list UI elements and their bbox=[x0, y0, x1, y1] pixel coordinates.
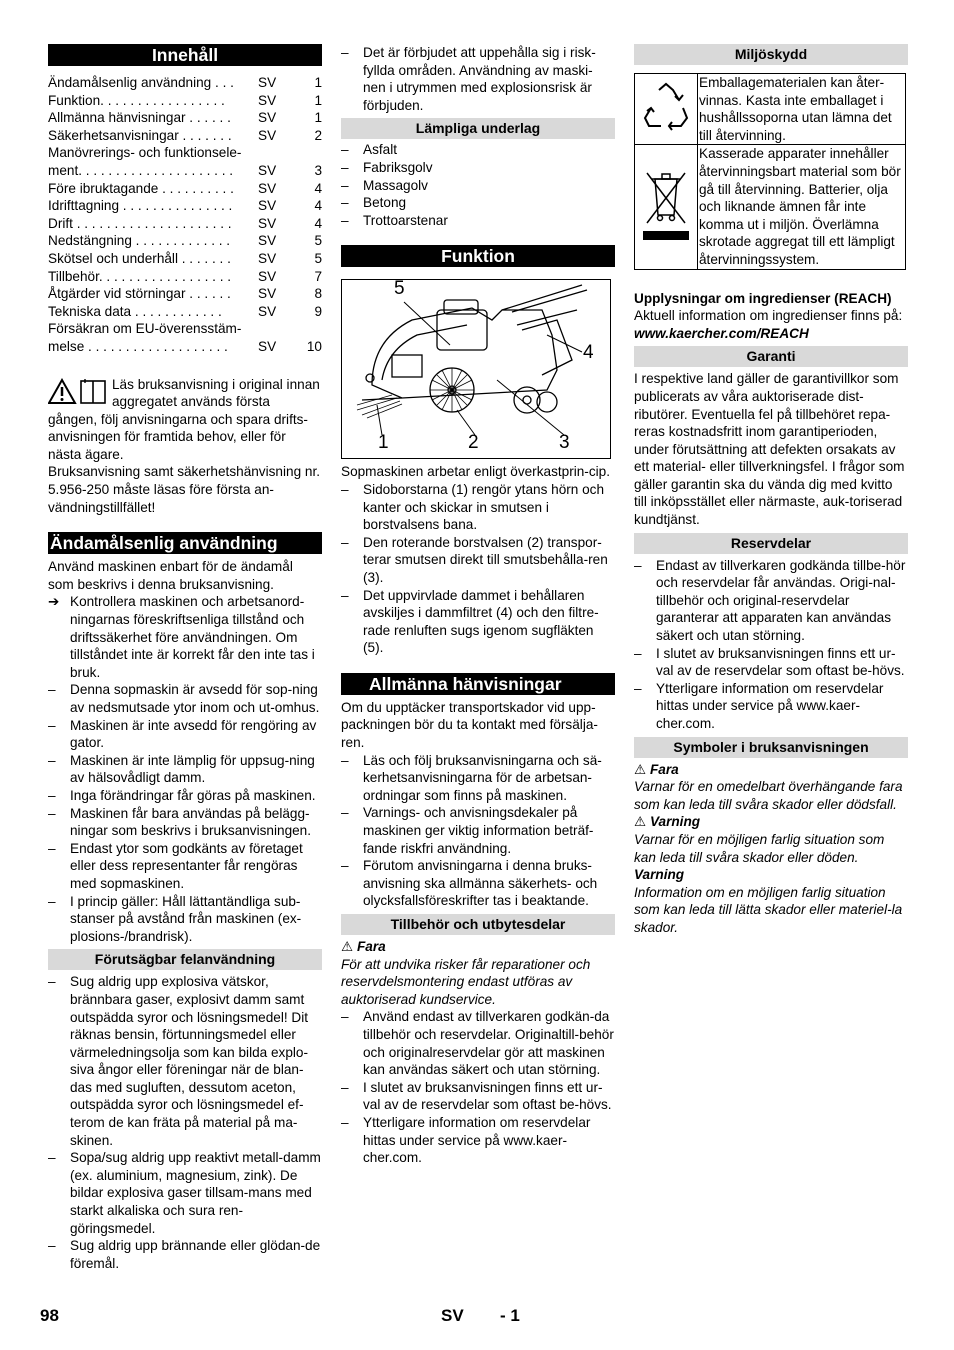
language-code: SV bbox=[441, 1306, 464, 1325]
read-notice: Läs bruksanvisning i original innan aggregatet används första gången, följ anvisningarna och spara drifts-anvisningen för framtida behov, eller för nästa ägare. Bruksanvisning samt säkerhetshänvisning nr. 5.956-250 måste läsas före första an-vändningstillfället! bbox=[48, 376, 321, 515]
danger-note: ⚠ Fara bbox=[341, 939, 386, 954]
general-list bbox=[341, 752, 615, 910]
toc-entry-title: Allmänna hänvisningar . . . . . . bbox=[48, 110, 231, 126]
hazard-list bbox=[341, 44, 615, 114]
reach-link[interactable]: www.kaercher.com/REACH bbox=[634, 325, 809, 341]
list-item: – I slutet av bruksanvisningen finns ett ur-val av de reservdelar som oftast be-hövs. bbox=[341, 1079, 615, 1114]
toc-entry-title: Ändamålsenlig användning . . . bbox=[48, 75, 234, 90]
accessories-list bbox=[341, 1008, 615, 1166]
toc-entry[interactable] bbox=[48, 197, 322, 215]
list-item: – Ytterligare information om reservdelar hittas under service på www.kaer-cher.com. bbox=[634, 680, 908, 733]
toc-entry[interactable] bbox=[48, 127, 322, 145]
list-item: – Läs och följ bruksanvisningarna och sä-kerhetsanvisningarna för de arbetsan-ordningar som finns på maskinen. bbox=[341, 752, 615, 805]
toc-entry-title: Tillbehör. . . . . . . . . . . . . . . . . . bbox=[48, 268, 232, 284]
toc-entry-title: Säkerhetsanvisningar . . . . . . . bbox=[48, 127, 232, 143]
list-item: – Massagolv bbox=[341, 177, 615, 195]
toc-entry-lang: SV bbox=[258, 268, 277, 284]
misuse-list bbox=[48, 973, 322, 1272]
toc-entry-title: Funktion. . . . . . . . . . . . . . . . . bbox=[48, 92, 225, 108]
toc-entry-title: Tekniska data . . . . . . . . . . . . bbox=[48, 303, 222, 319]
toc-entry-lang: SV bbox=[258, 250, 277, 266]
toc-entry-lang: SV bbox=[258, 198, 277, 214]
general-heading: Allmänna hänvisningar bbox=[341, 673, 615, 695]
toc-entry[interactable] bbox=[48, 285, 322, 303]
toc-entry-page: 5 bbox=[314, 250, 322, 266]
environment-heading: Miljöskydd bbox=[634, 44, 908, 65]
section-page: - 1 bbox=[500, 1306, 520, 1325]
toc-entry-page: 2 bbox=[314, 127, 322, 143]
list-item: – Sidoborstarna (1) rengör ytans hörn och kanter och skickar in smutsen i borstvalsens bana. bbox=[341, 481, 615, 534]
toc-entry-page bbox=[298, 320, 322, 338]
list-item: – Sug aldrig upp explosiva vätskor, brännbara gaser, explosivt damm samt outspädda syror och lösningsmedel! Dit räknas bensin, förtunningsmedel eller värmeledningsolja som kan bilda explo-siva ångor eller föreningar när de blan-das med sugluften, dessutom aceton, outspädda syror och lösningsmedel ef-terom de kan fräta på material på ma-skinen. bbox=[48, 973, 322, 1149]
toc-entry-lang: SV bbox=[258, 286, 277, 302]
label-2: 2 bbox=[468, 432, 479, 454]
toc-entry-title: melse . . . . . . . . . . . . . . . . . . . bbox=[48, 338, 228, 354]
reach-heading: Upplysningar om ingredienser (REACH) bbox=[634, 290, 892, 306]
toc-entry-title: Skötsel och underhåll . . . . . . . bbox=[48, 250, 231, 266]
surfaces-heading: Lämpliga underlag bbox=[341, 118, 615, 139]
list-item: – Använd endast av tillverkaren godkän-da tillbehör och reservdelar. Originaltill-behör och originalreservdelar gör att maskinen kan användas säkert och utan störning. bbox=[341, 1008, 615, 1078]
warning-book-icon bbox=[48, 378, 108, 406]
list-item: – Sopa/sug aldrig upp reaktivt metall-damm (ex. aluminium, magnesium, zink). De bildar explosiva gaser tillsam-mans med starkt alkaliska och sura ren-göringsmedel. bbox=[48, 1149, 322, 1237]
warranty-heading: Garanti bbox=[634, 346, 908, 367]
toc-entry-title: ment. . . . . . . . . . . . . . . . . . . . . bbox=[48, 162, 234, 178]
recycle-icon bbox=[639, 80, 693, 134]
list-item: – Denna sopmaskin är avsedd för sop-ning av nedsmutsade ytor inom och ut-omhus. bbox=[48, 681, 322, 716]
toc-entry-lang: SV bbox=[258, 75, 277, 90]
toc-entry[interactable] bbox=[48, 338, 322, 356]
toc-entry[interactable] bbox=[48, 180, 322, 198]
list-item: – I princip gäller: Håll lättantändliga sub-stanser på avstånd från maskinen (ex-plosions-/brandrisk). bbox=[48, 893, 322, 946]
toc-entry-lang bbox=[254, 144, 298, 162]
toc-entry[interactable] bbox=[48, 268, 322, 286]
function-list bbox=[341, 481, 615, 657]
accessories-heading: Tillbehör och utbytesdelar bbox=[341, 914, 615, 935]
toc-entry-page: 4 bbox=[314, 215, 322, 231]
toc-entry-page: 3 bbox=[314, 162, 322, 178]
toc-entry[interactable] bbox=[48, 74, 322, 92]
label-4: 4 bbox=[583, 342, 594, 364]
list-item: – Trottoarstenar bbox=[341, 212, 615, 230]
label-1: 1 bbox=[378, 432, 389, 454]
toc-entry-lang: SV bbox=[258, 110, 277, 126]
toc-entry-page: 8 bbox=[314, 286, 322, 302]
misuse-heading: Förutsägbar felanvändning bbox=[48, 949, 322, 970]
list-item: – Varnings- och anvisningsdekaler på maskinen ger viktig information beträf-fande riskfri användning. bbox=[341, 804, 615, 857]
toc-entry-lang: SV bbox=[258, 127, 277, 143]
toc-entry-page: 1 bbox=[314, 110, 322, 126]
toc-entry[interactable] bbox=[48, 250, 322, 268]
list-item: – Maskinen får bara användas på belägg-ningar som beskrivs i bruksanvisningen. bbox=[48, 805, 322, 840]
toc-entry-page: 7 bbox=[314, 268, 322, 284]
surfaces-list bbox=[341, 141, 615, 229]
label-3: 3 bbox=[559, 432, 570, 454]
toc-entry-lang: SV bbox=[258, 215, 277, 231]
toc-entry[interactable] bbox=[48, 109, 322, 127]
spares-heading: Reservdelar bbox=[634, 533, 908, 554]
toc-entry[interactable] bbox=[48, 303, 322, 321]
toc-entry-lang: SV bbox=[258, 338, 277, 354]
toc-entry-title: Försäkran om EU-överensstäm- bbox=[48, 321, 242, 337]
page-number: 98 bbox=[40, 1306, 59, 1325]
toc-entry[interactable] bbox=[48, 144, 322, 162]
toc-entry-title: Drift . . . . . . . . . . . . . . . . . . . . . bbox=[48, 215, 232, 231]
list-item: – Det uppvirvlade dammet i behållaren avskiljes i dammfiltret (4) och den filtre-rade renluften sugs igenom sugfläkten (5). bbox=[341, 587, 615, 657]
toc-entry-page: 5 bbox=[314, 233, 322, 249]
toc-entry-lang: SV bbox=[258, 180, 277, 196]
toc-entry[interactable] bbox=[48, 92, 322, 110]
warning-icon: ⚠ bbox=[341, 939, 354, 954]
toc-entry-page: 1 bbox=[314, 92, 322, 108]
toc-entry[interactable] bbox=[48, 232, 322, 250]
toc-entry-lang: SV bbox=[258, 303, 277, 319]
toc-entry-title: Före ibruktagande . . . . . . . . . . bbox=[48, 180, 234, 196]
toc-entry-title: Åtgärder vid störningar . . . . . . bbox=[48, 286, 231, 302]
arrow-right-icon: ➔ bbox=[48, 594, 60, 610]
warning-icon: ⚠ bbox=[634, 761, 647, 777]
toc-entry-lang: SV bbox=[258, 92, 277, 108]
list-item: – Sug aldrig upp brännande eller glödan-de föremål. bbox=[48, 1237, 322, 1272]
toc-entry-page: 9 bbox=[314, 303, 322, 319]
intended-use-heading: Ändamålsenlig användning bbox=[48, 532, 322, 554]
column-2: – Det är förbjudet att uppehålla sig i risk-fyllda områden. Användning av maski-nen i utrymmen med explosionsrisk är förbjuden. Lämpliga underlag – Asfalt – Fabriksgolv – Massagolv – Betong – Trottoarstenar Funktion 5 4 1 2 3 Sopmaskinen arbetar enligt överkastprin-cip. – Sidoborstarna (1) rengör ytans hörn och kanter och skickar in smutsen i borstvalsens bana. – Den roterande borstvalsen (2) transpor-terar smutsen direkt till smutsbehålla-ren (3). – Det uppvirvlade dammet i behållaren avskiljes i dammfiltret (4) och den filtre-rade renluften sugs igenom sugfläkten (5). Allmänna hänvisningar Om du upptäcker transportskador vid upp-packningen bör du ta kontakt med försälja-ren. – Läs och följ bruksanvisningarna och sä-kerhetsanvisningarna för de arbetsan-ordningar som finns på maskinen. – Varnings- och anvisningsdekaler på maskinen ger viktig information beträf-fande riskfri användning. – Förutom anvisningarna i denna bruks-anvisning ska allmänna säkerhets- och olycksfallsföreskrifter tas i beaktande. Tillbehör och utbytesdelar ⚠ Fara För att undvika risker får reparationer och reservdelsmontering endast utföras av auktoriserad kundservice. – Använd endast av tillverkaren godkän-da tillbehör och reservdelar. Originaltill-behör och originalreservdelar gör att maskinen kan användas säkert och utan störning. – I slutet av bruksanvisningen finns ett ur-val av de reservdelar som oftast be-hövs. – Ytterligare information om reservdelar hittas under service på www.kaer-cher.com. bbox=[341, 44, 615, 1167]
table-of-contents bbox=[48, 74, 322, 356]
toc-entry-lang: SV bbox=[258, 233, 277, 249]
list-item: – Maskinen är inte avsedd för rengöring av gator. bbox=[48, 717, 322, 752]
toc-entry-lang: SV bbox=[258, 162, 277, 178]
toc-entry-page: 10 bbox=[306, 338, 322, 354]
toc-heading: Innehåll bbox=[48, 44, 322, 66]
list-item: – Endast av tillverkaren godkända tillbe-hör och reservdelar får användas. Origi-nal-tillbehör och original-reservdelar garanterar att apparaten kan användas säkert och utan störning. bbox=[634, 557, 908, 645]
list-item: – Betong bbox=[341, 194, 615, 212]
toc-entry-title: Nedstängning . . . . . . . . . . . . . bbox=[48, 233, 231, 249]
toc-entry[interactable] bbox=[48, 162, 322, 180]
table-row: Emballagematerialen kan åter-vinnas. Kasta inte emballaget i hushållssoporna utan lämna det till återvinning. bbox=[635, 74, 906, 145]
function-heading: Funktion bbox=[341, 245, 615, 267]
list-item: – Asfalt bbox=[341, 141, 615, 159]
machine-figure bbox=[341, 279, 611, 459]
list-item: – Förutom anvisningarna i denna bruks-anvisning ska allmänna säkerhets- och olycksfallsföreskrifter tas i beaktande. bbox=[341, 857, 615, 910]
list-item: – Inga förändringar får göras på maskinen. bbox=[48, 787, 322, 805]
toc-entry-page: 1 bbox=[314, 75, 322, 90]
toc-entry-page: 4 bbox=[314, 198, 322, 214]
toc-entry-page bbox=[298, 144, 322, 162]
list-item: – Det är förbjudet att uppehålla sig i risk-fyllda områden. Användning av maski-nen i utrymmen med explosionsrisk är förbjuden. bbox=[341, 44, 615, 114]
intended-arrow-item: ➔ Kontrollera maskinen och arbetsanord-ningarnas föreskriftsenliga tillstånd och driftssäkerhet före användningen. Om tillståndet inte är korrekt får den inte tas i bruk. bbox=[48, 594, 315, 680]
list-item: – Fabriksgolv bbox=[341, 159, 615, 177]
spares-list bbox=[634, 557, 908, 733]
list-item: – Ytterligare information om reservdelar hittas under service på www.kaer-cher.com. bbox=[341, 1114, 615, 1167]
symbols-heading: Symboler i bruksanvisningen bbox=[634, 737, 908, 758]
list-item: – Endast ytor som godkänts av företaget eller dess representanter får rengöras med sopmaskinen. bbox=[48, 840, 322, 893]
warning-icon: ⚠ bbox=[634, 814, 647, 830]
toc-entry[interactable] bbox=[48, 320, 322, 338]
toc-entry[interactable] bbox=[48, 215, 322, 233]
toc-entry-page: 4 bbox=[314, 180, 322, 196]
column-1: Innehåll Ändamålsenlig användning . . . SV 1 Funktion. . . . . . . . . . . . . . . . . SV 1 Allmänna hänvisningar . . . . . . SV 1 Säkerhetsanvisningar . . . . . . . SV 2 Manövrerings- och funktionsele- ment. . . . . . . . . . . . . . . . . . . . . SV 3 Före ibruktagande . . . . . . . . . . SV 4 Idrifttagning . . . . . . . . . . . . . . . SV 4 Drift . . . . . . . . . . . . . . . . . . . . . SV 4 Nedstängning . . . . . . . . . . . . . SV 5 Skötsel och underhåll . . . . . . . SV 5 Tillbehör. . . . . . . . . . . . . . . . . . SV 7 Åtgärder vid störningar . . . . . . SV 8 Tekniska data . . . . . . . . . . . . SV 9 Försäkran om EU-överensstäm- melse . . . . . . . . . . . . . . . . . . . SV 10 Läs bruksanvisning i original innan aggregatet används första gången, följ anvisningarna och spara drifts-anvisningen för framtida behov, eller för nästa ägare. Bruksanvisning samt säkerhetshänvisning nr. 5.956-250 måste läsas före första an-vändningstillfället! Ändamålsenlig användning Använd maskinen enbart för de ändamål som beskrivs i denna bruksanvisning. ➔ Kontrollera maskinen och arbetsanord-ningarnas föreskriftsenliga tillstånd och driftssäkerhet före användningen. Om tillståndet inte är korrekt får den inte tas i bruk. – Denna sopmaskin är avsedd för sop-ning av nedsmutsade ytor inom och ut-omhus. – Maskinen är inte avsedd för rengöring av gator. – Maskinen är inte lämplig för uppsug-ning av hälsovådligt damm. – Inga förändringar får göras på maskinen. – Maskinen får bara användas på belägg-ningar som beskrivs i bruksanvisningen. – Endast ytor som godkänts av företaget eller dess representanter får rengöras med sopmaskinen. – I princip gäller: Håll lättantändliga sub-stanser på avstånd från maskinen (ex-plosions-/brandrisk). Förutsägbar felanvändning – Sug aldrig upp explosiva vätskor, brännbara gaser, explosivt damm samt outspädda syror och lösningsmedel! Dit räknas bensin, förtunningsmedel eller värmeledningsolja som kan bilda explo-siva ångor eller föreningar när de blan-das med sugluften, dessutom aceton, outspädda syror och lösningsmedel ef-terom de kan fräta på material på ma-skinen. – Sopa/sug aldrig upp reaktivt metall-damm (ex. aluminium, magnesium, zink). De bildar explosiva gaser tillsam-mans med starkt alkaliska och sura ren-göringsmedel. – Sug aldrig upp brännande eller glödan-de föremål. bbox=[48, 44, 322, 1272]
column-3: Miljöskydd Emballagematerialen kan åter-vinnas. Kasta inte emballaget i hushållssoporna utan lämna det till återvinning. Kasserade apparater innehåller återvinningsbart material som bör gå till återvinning. Batterier, olja och liknande ämnen får inte komma ut i miljön. Överlämna skrotade aggregat till ett lämpligt återvinningssystem. Upplysningar om ingredienser (REACH) Aktuell information om ingredienser finns på: www.kaercher.com/REACH Garanti I respektive land gäller de garantivillkor som publicerats av våra auktoriserade dist-ributörer. Eventuella fel på tillbehöret repa-reras kostnadsfritt inom garantiperioden, under förutsättning att defekten orsakats av ett material- eller tillverkningsfel. I frågor som gäller garantin ska du vända dig med kvitto till inköpsstället eller närmaste, auk-toriserad kundtjänst. Reservdelar – Endast av tillverkaren godkända tillbe-hör och reservdelar får användas. Origi-nal-tillbehör och original-reservdelar garanterar att apparaten kan användas säkert och utan störning. – I slutet av bruksanvisningen finns ett ur-val av de reservdelar som oftast be-hövs. – Ytterligare information om reservdelar hittas under service på www.kaer-cher.com. Symboler i bruksanvisningen ⚠ Fara Varnar för en omedelbart överhängande fara som kan leda till svåra skador eller dödsfall. ⚠ Varning Varnar för en möjligen farlig situation som kan leda till svåra skador eller döden. Varning Information om en möjligen farlig situation som kan leda till lätta skador eller materiel-la skador. bbox=[634, 44, 908, 937]
toc-entry-lang bbox=[254, 320, 298, 338]
environment-table bbox=[634, 73, 906, 270]
toc-entry-title: Manövrerings- och funktionsele- bbox=[48, 145, 242, 161]
list-item: – I slutet av bruksanvisningen finns ett ur-val av de reservdelar som oftast be-hövs. bbox=[634, 645, 908, 680]
label-5: 5 bbox=[394, 278, 405, 300]
list-item: – Den roterande borstvalsen (2) transpor-terar smutsen direkt till smutsbehålla-ren (3). bbox=[341, 534, 615, 587]
intended-use-list bbox=[48, 681, 322, 945]
toc-entry-title: Idrifttagning . . . . . . . . . . . . . . . bbox=[48, 198, 233, 214]
list-item: – Maskinen är inte lämplig för uppsug-ning av hälsovådligt damm. bbox=[48, 752, 322, 787]
crossed-bin-icon bbox=[639, 165, 693, 245]
table-row: Kasserade apparater innehåller återvinningsbart material som bör gå till återvinning. Batterier, olja och liknande ämnen får inte komma ut i miljön. Överlämna skrotade aggregat till ett lämpligt återvinningssystem. bbox=[635, 145, 906, 269]
